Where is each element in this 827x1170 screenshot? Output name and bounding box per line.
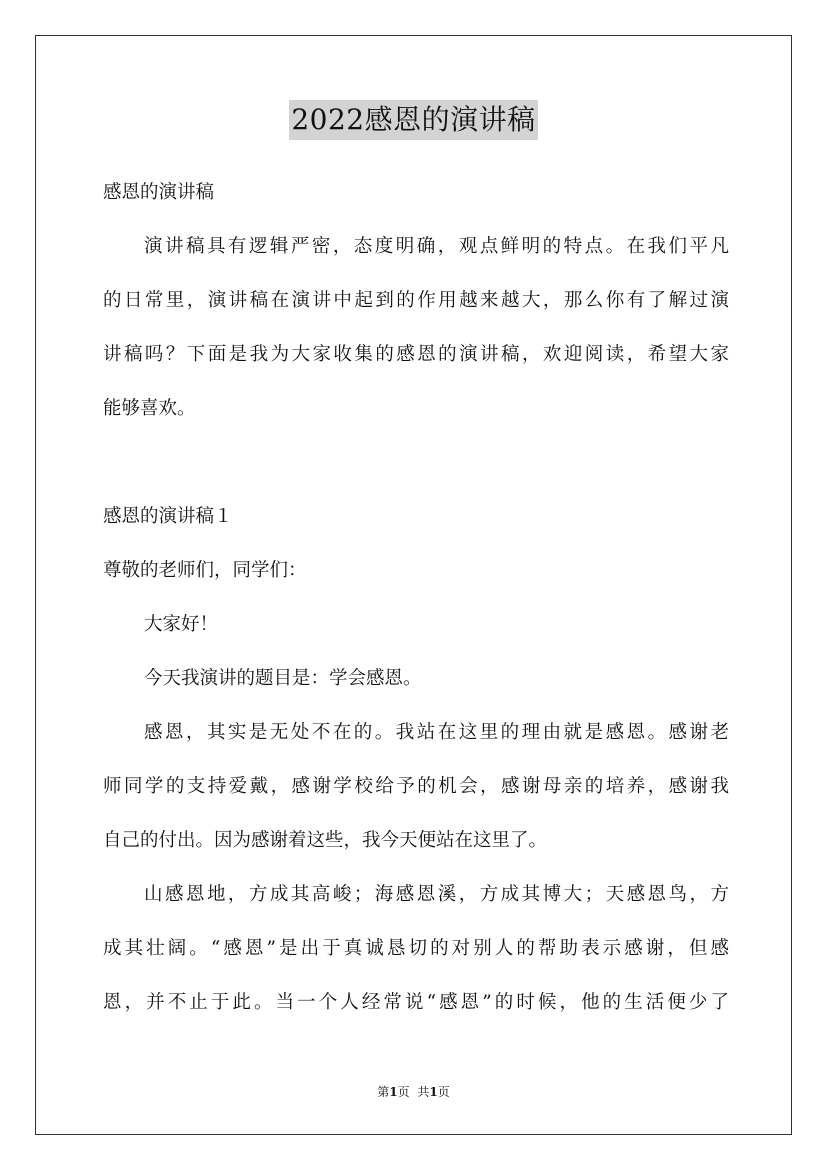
title-container <box>0 100 827 140</box>
body-line: 讲稿吗？下面是我为大家收集的感恩的演讲稿，欢迎阅读，希望大家 <box>103 344 729 365</box>
page-label-prefix: 第 <box>377 1085 390 1099</box>
body-line: 感恩，其实是无处不在的。我站在这里的理由就是感恩。感谢老 <box>144 722 729 743</box>
page-footer <box>0 1084 827 1100</box>
body-line: 今天我演讲的题目是：学会感恩。 <box>144 668 422 689</box>
page-label-suffix: 页 <box>397 1085 410 1099</box>
total-label-prefix: 共 <box>417 1085 430 1099</box>
document-title: 2022感恩的演讲稿 <box>289 100 537 140</box>
total-pages: 1 <box>429 1085 438 1099</box>
body-line: 成其壮阔。“感恩”是出于真诚恳切的对别人的帮助表示感谢，但感 <box>103 938 729 959</box>
body-line: 能够喜欢。 <box>103 398 196 419</box>
section-heading: 感恩的演讲稿１ <box>103 506 233 527</box>
body-line: 的日常里，演讲稿在演讲中起到的作用越来越大，那么你有了解过演 <box>103 290 729 311</box>
paragraph-gap <box>103 436 729 490</box>
total-label-suffix: 页 <box>437 1085 450 1099</box>
section-heading: 感恩的演讲稿 <box>103 182 215 203</box>
body-line: 自己的付出。因为感谢着这些，我今天便站在这里了。 <box>103 830 548 851</box>
salutation-line: 尊敬的老师们，同学们： <box>103 560 307 581</box>
body-line: 恩，并不止于此。当一个人经常说“感恩”的时候，他的生活便少了 <box>103 992 729 1013</box>
greeting-line: 大家好！ <box>144 614 219 635</box>
document-body <box>103 166 729 1030</box>
body-line: 山感恩地，方成其高峻；海感恩溪，方成其博大；天感恩鸟，方 <box>144 884 729 905</box>
body-line: 演讲稿具有逻辑严密，态度明确，观点鲜明的特点。在我们平凡 <box>144 236 729 257</box>
page-number: 1 <box>389 1085 398 1099</box>
body-line: 师同学的支持爱戴，感谢学校给予的机会，感谢母亲的培养，感谢我 <box>103 776 729 797</box>
